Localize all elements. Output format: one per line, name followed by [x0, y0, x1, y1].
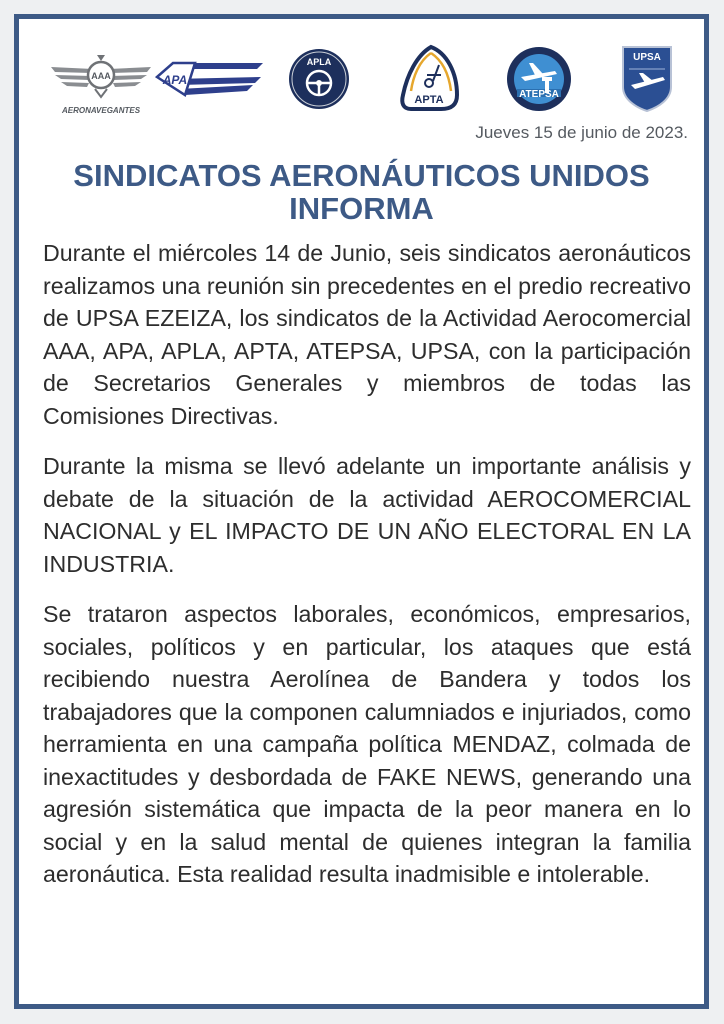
document-title — [19, 159, 704, 225]
apta-mark-text: APTA — [414, 94, 444, 106]
communique-frame — [14, 14, 709, 1009]
paragraph-2: Durante la misma se llevó adelante un importante análisis y debate de la situación de la actividad AEROCOMERCIAL NACIONAL y EL IMPACTO DE UN AÑO ELECTORAL EN LA INDUSTRIA. — [43, 453, 691, 577]
apta-logo — [397, 43, 463, 113]
apa-logo — [153, 55, 265, 101]
title-line-1: SINDICATOS AERONÁUTICOS UNIDOS — [73, 158, 650, 193]
apla-mark-text: APLA — [306, 57, 332, 67]
document-date: Jueves 15 de junio de 2023. — [475, 123, 688, 142]
title-line-2: INFORMA — [289, 191, 434, 226]
paragraph-1: Durante el miércoles 14 de Junio, seis sindicatos aeronáuticos realizamos una reunión sin precedentes en el predio recreativo de UPSA EZEIZA, los sindicatos de la Actividad Aerocomercial AAA, APA, APLA, APTA, ATEPSA, UPSA, con la participación de Secretarios Generales y miembros de todas las Comisiones Directivas. — [43, 240, 691, 429]
aaa-mark-text: AAA — [91, 71, 111, 81]
union-logos-row — [19, 41, 704, 131]
apa-mark-text: APA — [162, 73, 188, 87]
upsa-logo — [619, 43, 675, 113]
apla-logo — [287, 45, 351, 111]
atepsa-logo — [505, 45, 573, 113]
upsa-mark-text: UPSA — [633, 52, 661, 63]
aeronavegantes-label: AERONAVEGANTES — [61, 106, 141, 115]
atepsa-mark-text: ATEPSA — [519, 89, 559, 100]
paragraph-3: Se trataron aspectos laborales, económicos, empresarios, sociales, políticos y en particular, los ataques que está recibiendo nuestra Aerolínea de Bandera y todos los trabajadores que la componen calumniados e injuriados, como herramienta en una campaña política MENDAZ, colmada de inexactitudes y desbordada de FAKE NEWS, generando una agresión sistemática que impacta de la peor manera en lo social y en la salud mental de quienes integran la familia aeronáutica. Esta realidad resulta inadmisible e intolerable. — [43, 601, 691, 887]
aeronavegantes-logo — [47, 47, 155, 119]
document-body — [43, 237, 691, 909]
